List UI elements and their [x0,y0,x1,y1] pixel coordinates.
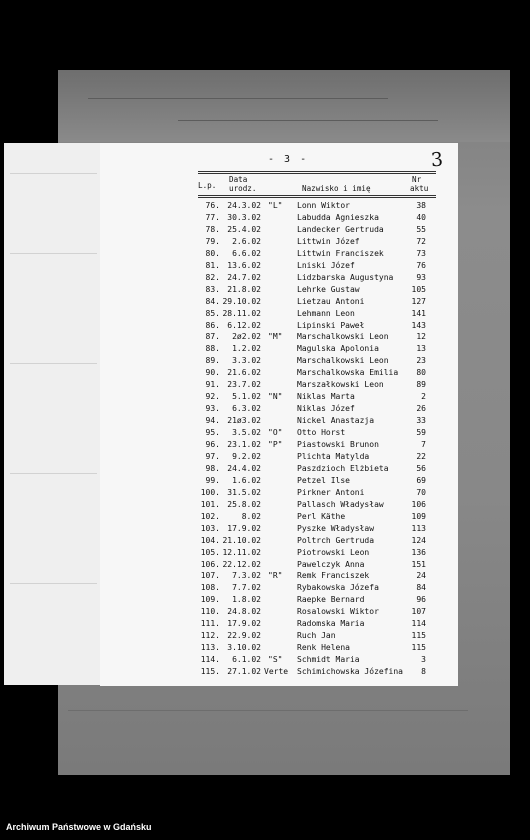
table-row [100,200,458,212]
table-row [100,535,458,547]
row-date: 21.8.02 [227,284,261,294]
row-lp: 108. [200,583,220,593]
table-row [100,320,458,332]
header-date-2: urodz. [229,184,257,193]
row-name: Perl Käthe [297,511,346,521]
row-lp: 77. [205,212,220,222]
row-lp: 113. [200,643,220,653]
table-row [100,427,458,439]
row-nr: 76 [416,260,426,270]
table-row [100,212,458,224]
row-date: 24.8.02 [227,607,261,617]
row-date: 25.8.02 [227,499,261,509]
table-row [100,523,458,535]
table-row [100,630,458,642]
row-lp: 101. [200,499,220,509]
row-nr: 96 [416,595,426,605]
row-date: 24.3.02 [227,201,261,210]
table-row [100,606,458,618]
row-lp: 84. [205,296,220,306]
header-nr-1: Nr [412,175,422,184]
row-nr: 72 [416,236,426,246]
row-name: Piotrowski Leon [297,547,370,557]
row-date: 23.1.02 [227,440,261,449]
row-nr: 113 [411,523,426,533]
row-lp: 104. [200,535,220,545]
table-top-rule [198,171,436,172]
row-date: 3.5.02 [232,428,261,438]
row-date: 12.11.02 [222,547,261,557]
row-name: Poltrch Gertruda [297,535,375,545]
archive-credit: Archiwum Państwowe w Gdańsku [6,822,152,832]
row-nr: 93 [416,272,426,282]
table-row [100,248,458,260]
table-row [100,547,458,559]
row-name: Radomska Maria [297,619,365,629]
row-name: Lipinski Paweł [297,320,365,330]
row-lp: 105. [200,547,220,557]
row-name: Lietzau Antoni [297,296,365,306]
table-row [100,475,458,487]
row-nr: 114 [411,619,426,629]
row-date: 6.1.02 [232,655,261,665]
table-row [100,499,458,511]
page-stamp-number: 3 [430,148,444,172]
row-date: 8.02 [241,511,261,521]
row-date: 2.6.02 [232,236,261,246]
row-date: 1.8.02 [232,595,261,605]
row-nr: 40 [416,212,426,222]
row-name: Petzel Ilse [297,475,350,485]
row-name: Magulska Apolonia [297,344,379,354]
row-nr: 106 [411,499,426,509]
row-date: 17.9.02 [227,523,261,533]
table-row [100,570,458,582]
row-lp: 97. [205,451,220,461]
row-lp: 100. [200,487,220,497]
row-name: Marschalkowska Emilia [297,368,399,378]
row-lp: 111. [200,619,220,629]
table-row [100,236,458,248]
row-name: Lniski Józef [297,260,355,270]
film-scratch [88,98,388,99]
row-name: Lidzbarska Augustyna [297,272,394,282]
row-date: 3.3.02 [232,356,261,366]
row-date: 6.6.02 [232,248,261,258]
row-name: Pawelczyk Anna [297,559,365,569]
row-lp: 86. [205,320,220,330]
row-name: Lehrke Gustaw [297,284,360,294]
table-row [100,618,458,630]
row-nr: 151 [411,559,426,569]
table-row [100,403,458,415]
row-nr: 22 [416,451,426,461]
row-nr: 141 [411,308,426,318]
row-date: 21ø3.02 [227,416,261,426]
document-page [100,143,458,686]
row-lp: 102. [200,511,220,521]
table-row [100,260,458,272]
row-name: Landecker Gertruda [297,224,384,234]
row-nr: 55 [416,224,426,234]
row-lp: 83. [205,284,220,294]
row-lp: 87. [205,332,220,342]
table-row [100,594,458,606]
table-row [100,451,458,463]
row-lp: 99. [205,475,220,485]
table-row [100,343,458,355]
row-name: Schmidt Maria [297,655,360,665]
table-row [100,511,458,523]
table-row [100,296,458,308]
row-date: 27.1.02 [227,667,261,677]
row-name: Littwin Franciszek [297,248,384,258]
header-name: Nazwisko i imię [302,184,371,193]
row-lp: 81. [205,260,220,270]
table-row [100,308,458,320]
row-nr: 56 [416,463,426,473]
row-date: 22.12.02 [222,559,261,569]
row-lp: 78. [205,224,220,234]
row-date: 1.6.02 [232,475,261,485]
table-row [100,415,458,427]
row-letter: "M" [268,332,283,342]
row-name: Ruch Jan [297,631,336,641]
row-name: Remk Franciszek [297,571,370,581]
row-nr: 12 [416,332,426,342]
row-nr: 115 [411,643,426,653]
row-date: 21.10.02 [222,535,261,545]
row-nr: 107 [411,607,426,617]
row-letter: "L" [268,201,283,210]
row-nr: 24 [416,571,426,581]
row-name: Pirkner Antoni [297,487,365,497]
row-date: 30.3.02 [227,212,261,222]
table-header-rule [198,197,436,198]
row-nr: 26 [416,404,426,414]
row-name: Littwin Józef [297,236,360,246]
row-name: Niklas Marta [297,392,355,402]
table-row [100,463,458,475]
row-date: 28.11.02 [222,308,261,318]
row-lp: 110. [200,607,220,617]
row-letter: "N" [268,392,283,402]
row-nr: 109 [411,511,426,521]
row-date: 31.5.02 [227,487,261,497]
row-nr: 124 [411,535,426,545]
row-lp: 95. [205,428,220,438]
row-lp: 106. [200,559,220,569]
row-nr: 8 [421,667,426,677]
row-lp: 92. [205,392,220,402]
row-lp: 89. [205,356,220,366]
row-name: Marschalkowski Leon [297,356,389,366]
row-lp: 107. [200,571,220,581]
row-name: Renk Helena [297,643,350,653]
table-row [100,367,458,379]
row-date: 29.10.02 [222,296,261,306]
table-row [100,487,458,499]
row-lp: 82. [205,272,220,282]
row-nr: 136 [411,547,426,557]
table-row [100,331,458,343]
row-lp: 85. [205,308,220,318]
row-nr: 2 [421,392,426,402]
row-name: Lehmann Leon [297,308,355,318]
microfilm-top-band [58,70,510,142]
table-top-rule [198,173,436,174]
row-lp: 112. [200,631,220,641]
row-date: 22.9.02 [227,631,261,641]
row-nr: 23 [416,356,426,366]
row-letter: "P" [268,440,283,449]
film-scratch [178,120,438,121]
row-lp: 96. [205,440,220,449]
row-name: Rosalowski Wiktor [297,607,379,617]
row-name: Nickel Anastazja [297,416,375,426]
back-sheet [4,143,102,685]
row-date: 24.7.02 [227,272,261,282]
row-date: 25.4.02 [227,224,261,234]
row-lp: 93. [205,404,220,414]
row-lp: 98. [205,463,220,473]
row-date: 13.6.02 [227,260,261,270]
row-name: Labudda Agnieszka [297,212,379,222]
row-date: 24.4.02 [227,463,261,473]
row-nr: 33 [416,416,426,426]
row-name: Marschalkowski Leon [297,332,389,342]
row-nr: 80 [416,368,426,378]
row-nr: 143 [411,320,426,330]
row-name: Schimichowska Józefina [297,667,403,677]
table-row [100,654,458,666]
table-row [100,391,458,403]
row-nr: 89 [416,380,426,390]
row-name: Piastowski Brunon [297,440,379,449]
row-date: 17.9.02 [227,619,261,629]
row-name: Plichta Matylda [297,451,370,461]
table-row [100,642,458,654]
header-nr-2: aktu [410,184,429,193]
table-row [100,559,458,571]
row-name: Lonn Wiktor [297,201,350,210]
row-nr: 70 [416,487,426,497]
table-row [100,355,458,367]
row-nr: 115 [411,631,426,641]
header-lp: L.p. [198,181,217,190]
row-lp: 91. [205,380,220,390]
row-nr: 3 [421,655,426,665]
table-row [100,272,458,284]
row-lp: 88. [205,344,220,354]
row-name: Raepke Bernard [297,595,365,605]
row-nr: 84 [416,583,426,593]
table-row [100,439,458,451]
row-name: Pallasch Władysław [297,499,384,509]
row-lp: 80. [205,248,220,258]
row-name: Marszałkowski Leon [297,380,384,390]
table-row [100,379,458,391]
row-name: Niklas Józef [297,404,355,414]
row-name: Otto Horst [297,428,346,438]
row-lp: 90. [205,368,220,378]
row-nr: 38 [416,201,426,210]
table-row [100,224,458,236]
row-date: 7.7.02 [232,583,261,593]
row-nr: 73 [416,248,426,258]
film-scratch [68,710,468,711]
row-lp: 94. [205,416,220,426]
row-name: Paszdzioch Elżbieta [297,463,389,473]
row-date: 9.2.02 [232,451,261,461]
verte-note: Verte [264,667,289,676]
row-letter: "R" [268,571,283,581]
row-date: 23.7.02 [227,380,261,390]
row-letter: "S" [268,655,283,665]
row-name: Pyszke Władysław [297,523,375,533]
table-row [100,284,458,296]
row-lp: 79. [205,236,220,246]
row-date: 6.3.02 [232,404,261,414]
row-name: Rybakowska Józefa [297,583,379,593]
row-lp: 114. [200,655,220,665]
row-letter: "O" [268,428,283,438]
row-date: 7.3.02 [232,571,261,581]
row-nr: 13 [416,344,426,354]
row-lp: 103. [200,523,220,533]
table-row [100,582,458,594]
row-date: 21.6.02 [227,368,261,378]
row-nr: 105 [411,284,426,294]
row-lp: 115. [200,667,220,677]
row-date: 5.1.02 [232,392,261,402]
row-nr: 69 [416,475,426,485]
row-lp: 76. [205,201,220,210]
row-date: 1.2.02 [232,344,261,354]
row-nr: 127 [411,296,426,306]
header-date-1: Data [229,175,248,184]
row-nr: 7 [421,440,426,449]
row-date: 2ø2.02 [232,332,261,342]
table-header-rule [198,195,436,196]
row-date: 3.10.02 [227,643,261,653]
row-lp: 109. [200,595,220,605]
page-number: - 3 - [268,154,309,165]
row-nr: 59 [416,428,426,438]
row-date: 6.12.02 [227,320,261,330]
